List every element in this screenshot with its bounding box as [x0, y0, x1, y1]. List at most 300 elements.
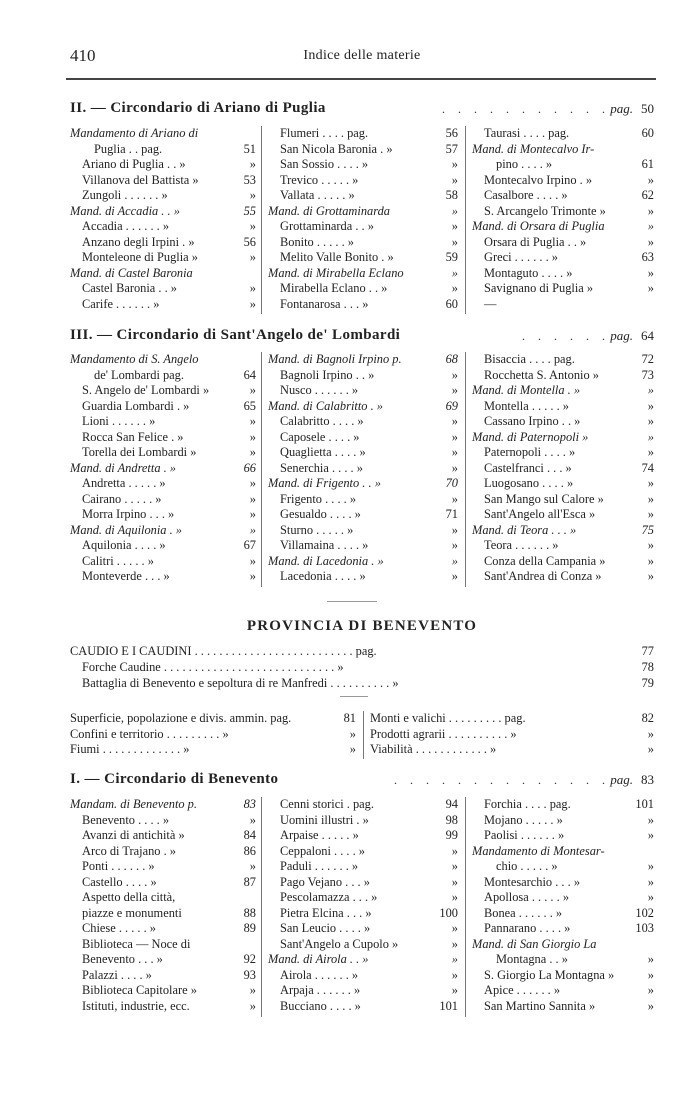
column-1 — [70, 126, 256, 312]
entry-label: Flumeri . . . . pag. — [280, 126, 369, 140]
index-entry — [472, 492, 654, 508]
entry-page: 56 — [243, 234, 256, 249]
index-entry — [472, 875, 654, 891]
index-entry — [70, 126, 256, 142]
entry-label: Aspetto della città, — [82, 890, 176, 904]
index-entry — [70, 523, 256, 539]
entry-page: 75 — [641, 522, 654, 537]
index-entry — [472, 569, 654, 585]
province-entries — [70, 643, 654, 691]
entry-label: Mojano . . . . . » — [484, 812, 563, 827]
entry-page: 66 — [243, 460, 256, 475]
entry-page: » — [249, 281, 256, 295]
entry-label: Istituti, industrie, ecc. — [82, 998, 190, 1013]
index-entry — [472, 828, 654, 844]
entry-page: 53 — [243, 172, 256, 187]
entry-label: Lioni . . . . . . » — [82, 414, 156, 428]
entry-label: CAUDIO E I CAUDINI . . . . . . . . . . . . . . . . . . . . . . . . . . pag. — [70, 644, 377, 658]
entry-page: » — [249, 553, 256, 568]
entry-label: S. Arcangelo Trimonte » — [484, 203, 606, 218]
entry-page: 59 — [445, 250, 458, 264]
entry-page: » — [249, 296, 256, 311]
index-entry — [70, 250, 256, 266]
entry-label: Sant'Andrea di Conza » — [484, 569, 602, 583]
index-entry — [472, 476, 654, 492]
entry-page: » — [647, 742, 654, 756]
separator-rule — [340, 696, 368, 697]
entry-page: 84 — [243, 828, 256, 842]
entry-label: Forchia . . . . pag. — [484, 797, 571, 811]
entry-page: » — [647, 553, 654, 568]
index-entry — [70, 445, 256, 461]
entry-page: » — [451, 172, 458, 187]
index-entry — [268, 399, 458, 415]
entry-label: Trevico . . . . . » — [280, 172, 359, 187]
entry-page: 58 — [445, 188, 458, 202]
index-entry — [268, 507, 458, 523]
entry-page: » — [349, 742, 356, 756]
index-entry — [268, 297, 458, 313]
column-divider — [261, 797, 262, 1017]
entry-label: Benevento . . . » — [82, 952, 163, 966]
index-entry — [70, 890, 256, 906]
index-entry — [70, 742, 356, 758]
index-entry — [70, 142, 256, 158]
index-entry — [370, 711, 654, 727]
entry-label: Paduli . . . . . . » — [280, 859, 359, 873]
index-entry — [268, 875, 458, 891]
index-entry — [268, 250, 458, 266]
section-page: pag. 64 — [610, 328, 654, 343]
index-entry — [472, 157, 654, 173]
entry-page: » — [249, 812, 256, 827]
separator-rule — [327, 601, 377, 602]
entry-label: Forche Caudine . . . . . . . . . . . . . . . . . . . . . . . . . . . . » — [82, 660, 344, 674]
index-entry — [268, 173, 458, 189]
entry-label: Mand. di Montella . » — [472, 383, 581, 397]
entry-page: 98 — [445, 812, 458, 827]
index-entry — [70, 999, 256, 1015]
entry-label: Fontanarosa . . . » — [280, 296, 369, 311]
index-entry — [268, 476, 458, 492]
entry-page: » — [451, 219, 458, 233]
entry-label: Sant'Angelo a Cupolo » — [280, 936, 399, 951]
column-divider — [465, 126, 466, 314]
column-3 — [472, 126, 654, 312]
index-entry — [370, 727, 654, 743]
index-entry — [70, 859, 256, 875]
index-entry — [472, 399, 654, 415]
leader-dots: . . . . . . — [522, 329, 610, 343]
index-entry — [472, 250, 654, 266]
entry-page: 83 — [243, 797, 256, 811]
entry-label: Mand. di Aquilonia . » — [70, 522, 182, 537]
entry-page: » — [647, 476, 654, 490]
entry-label: Cenni storici . pag. — [280, 797, 374, 811]
entry-page: 57 — [445, 141, 458, 156]
index-entry — [472, 554, 654, 570]
entry-label: Calabritto . . . . » — [280, 414, 364, 428]
entry-page: 86 — [243, 843, 256, 858]
entry-page: » — [647, 234, 654, 249]
index-entry — [268, 188, 458, 204]
index-entry — [268, 859, 458, 875]
entry-page: » — [451, 383, 458, 397]
entry-page: » — [647, 383, 654, 397]
entry-label: Fiumi . . . . . . . . . . . . . » — [70, 742, 190, 756]
entry-label: Monti e valichi . . . . . . . . . pag. — [370, 711, 526, 725]
index-entry — [268, 952, 458, 968]
entry-page: » — [451, 890, 458, 904]
entry-label: Villamaina . . . . » — [280, 538, 369, 552]
index-entry — [70, 492, 256, 508]
entry-label: Mand. di Airola . . » — [268, 952, 369, 966]
entry-page: » — [451, 936, 458, 951]
entry-page: » — [647, 812, 654, 827]
entry-label: Lacedonia . . . . » — [280, 569, 366, 583]
entry-label: Battaglia di Benevento e sepoltura di re Manfredi . . . . . . . . . . » — [82, 676, 399, 690]
entry-label: Pago Vejano . . . » — [280, 874, 370, 889]
entry-label: Mand. di Lacedonia . » — [268, 553, 384, 568]
entry-label: Sturno . . . . . » — [280, 522, 354, 537]
entry-label: Caposele . . . . » — [280, 429, 360, 444]
entry-label: Prodotti agrarii . . . . . . . . . . » — [370, 726, 517, 741]
entry-label: Mand. di Teora . . . » — [472, 522, 577, 537]
index-entry — [268, 235, 458, 251]
entry-page: » — [451, 859, 458, 873]
entry-page: » — [249, 507, 256, 521]
entry-label: Castelfranci . . . » — [484, 460, 572, 475]
index-entry — [268, 383, 458, 399]
index-entry — [472, 952, 654, 968]
entry-page: 94 — [445, 797, 458, 811]
section-heading-ariano — [70, 100, 654, 120]
column-divider — [261, 352, 262, 587]
entry-page: 78 — [641, 660, 654, 674]
entry-page: » — [451, 234, 458, 249]
entry-page: » — [451, 265, 458, 280]
index-entry — [268, 906, 458, 922]
index-entry — [268, 937, 458, 953]
entry-label: Ceppaloni . . . . » — [280, 843, 366, 858]
entry-label: Torella dei Lombardi » — [82, 445, 197, 459]
entry-page: » — [349, 726, 356, 741]
entry-page: 77 — [641, 644, 654, 658]
index-entry — [472, 968, 654, 984]
entry-page: » — [647, 398, 654, 413]
entry-page: » — [647, 726, 654, 741]
index-entry — [268, 126, 458, 142]
entry-page: » — [647, 507, 654, 521]
entry-label: S. Giorgio La Montagna » — [484, 967, 615, 982]
entry-label: chio . . . . . » — [496, 859, 558, 873]
index-entry — [472, 461, 654, 477]
index-entry — [70, 675, 654, 691]
entry-label: Quaglietta . . . . » — [280, 445, 366, 459]
index-entry — [268, 204, 458, 220]
entry-page: » — [451, 429, 458, 444]
column-2 — [268, 126, 458, 312]
entry-label: Mand. di Castel Baronia — [70, 265, 193, 280]
entry-page: » — [249, 188, 256, 202]
entry-label: Grottaminarda . . » — [280, 219, 374, 233]
entry-label: Bagnoli Irpino . . » — [280, 367, 375, 382]
entry-label: Bucciano . . . . » — [280, 998, 361, 1013]
entry-label: Castel Baronia . . » — [82, 281, 177, 295]
entry-page: » — [647, 983, 654, 997]
entry-label: Senerchia . . . . » — [280, 460, 363, 475]
index-entry — [472, 999, 654, 1015]
entry-page: 63 — [641, 250, 654, 264]
entry-page: » — [249, 383, 256, 397]
entry-page: » — [451, 367, 458, 382]
entry-label: Benevento . . . . » — [82, 812, 170, 827]
entry-page: » — [647, 952, 654, 966]
entry-page: » — [647, 414, 654, 428]
entry-page: 64 — [243, 367, 256, 382]
section-title: III. — Circondario di Sant'Angelo de' Lombardi — [70, 327, 401, 343]
index-entry — [268, 368, 458, 384]
entry-label: Mandamento di Montesar- — [472, 843, 605, 858]
entry-page: » — [451, 445, 458, 459]
column-2 — [268, 797, 458, 1014]
column-2 — [268, 352, 458, 585]
index-entry — [472, 538, 654, 554]
province-title: PROVINCIA DI BENEVENTO — [246, 618, 478, 634]
entry-label: Mand. di San Giorgio La — [472, 936, 597, 951]
entry-page: » — [647, 569, 654, 583]
entry-label: Bisaccia . . . . pag. — [484, 352, 575, 366]
index-entry — [70, 797, 256, 813]
entry-page: 89 — [243, 921, 256, 935]
entry-page: 79 — [641, 676, 654, 690]
entry-label: Frigento . . . . » — [280, 491, 357, 506]
index-entry — [70, 968, 256, 984]
entry-page: » — [647, 967, 654, 982]
entry-page: » — [451, 522, 458, 537]
entry-page: 87 — [243, 874, 256, 889]
index-entry — [70, 383, 256, 399]
index-entry — [472, 142, 654, 158]
entry-label: Mand. di Frigento . . » — [268, 476, 381, 490]
entry-label: Arpaja . . . . . . » — [280, 983, 361, 997]
index-entry — [70, 983, 256, 999]
index-entry — [70, 554, 256, 570]
entry-label: Melito Valle Bonito . » — [280, 250, 394, 264]
entry-page: 68 — [445, 352, 458, 366]
entry-page: 100 — [439, 905, 458, 920]
index-entry — [70, 921, 256, 937]
columns-ariano — [70, 126, 654, 314]
index-entry — [268, 968, 458, 984]
entry-label: Arco di Trajano . » — [82, 843, 176, 858]
entry-page: 69 — [445, 398, 458, 413]
index-entry — [268, 157, 458, 173]
column-1 — [70, 352, 256, 585]
index-entry — [472, 235, 654, 251]
entry-label: Andretta . . . . . » — [82, 476, 166, 490]
entry-label: Vallata . . . . . » — [280, 188, 355, 202]
index-entry — [268, 554, 458, 570]
entry-page: » — [647, 429, 654, 444]
index-entry — [70, 659, 654, 675]
entry-label: Arpaise . . . . . » — [280, 828, 359, 842]
header-rule — [66, 78, 656, 80]
index-entry — [70, 368, 256, 384]
index-entry — [70, 952, 256, 968]
entry-label: Rocca San Felice . » — [82, 429, 184, 444]
index-entry — [70, 507, 256, 523]
index-entry — [472, 983, 654, 999]
entry-label: Bonito . . . . . » — [280, 234, 355, 249]
index-entry — [70, 813, 256, 829]
column-divider — [465, 797, 466, 1017]
entry-label: Rocchetta S. Antonio » — [484, 367, 599, 382]
entry-label: Pannarano . . . . » — [484, 921, 571, 935]
entry-page: 60 — [445, 296, 458, 311]
index-entry — [268, 797, 458, 813]
general-entries-left — [70, 711, 356, 758]
index-entry — [472, 352, 654, 368]
section-heading-santangelo — [70, 327, 654, 347]
entry-label: San Mango sul Calore » — [484, 491, 604, 506]
entry-page: 81 — [343, 711, 356, 725]
entry-page: » — [249, 569, 256, 583]
index-entry — [268, 844, 458, 860]
entry-label: Bonea . . . . . . » — [484, 905, 563, 920]
entry-page: » — [451, 460, 458, 475]
index-entry — [70, 461, 256, 477]
index-entry — [472, 523, 654, 539]
entry-page: 72 — [641, 352, 654, 366]
index-entry — [268, 281, 458, 297]
entry-label: San Martino Sannita » — [484, 998, 596, 1013]
index-entry — [70, 219, 256, 235]
index-entry — [70, 204, 256, 220]
index-entry — [472, 204, 654, 220]
entry-page: » — [647, 265, 654, 280]
entry-label: Montesarchio . . . » — [484, 874, 581, 889]
entry-page: 56 — [445, 126, 458, 140]
entry-page: 55 — [243, 203, 256, 218]
entry-page: » — [249, 445, 256, 459]
entry-label: Mand. di Montecalvo Ir- — [472, 141, 595, 156]
entry-page: 92 — [243, 952, 256, 966]
entry-page: 62 — [641, 188, 654, 202]
entry-page: » — [249, 250, 256, 264]
index-entry — [268, 445, 458, 461]
entry-page: » — [647, 445, 654, 459]
entry-label: Montaguto . . . . » — [484, 265, 573, 280]
entry-page: » — [647, 281, 654, 295]
entry-label: Mandam. di Benevento p. — [70, 797, 197, 811]
entry-label: Paolisi . . . . . . » — [484, 828, 565, 842]
entry-page: » — [647, 538, 654, 552]
entry-page: » — [249, 429, 256, 444]
entry-page: » — [249, 983, 256, 997]
index-entry — [472, 188, 654, 204]
entry-page: 102 — [635, 905, 654, 920]
entry-page: » — [249, 522, 256, 537]
entry-label: Taurasi . . . . pag. — [484, 126, 570, 140]
entry-label: Savignano di Puglia » — [484, 281, 594, 295]
index-entry — [472, 173, 654, 189]
entry-label: Guardia Lombardi . » — [82, 398, 190, 413]
entry-page: » — [451, 553, 458, 568]
entry-page: » — [647, 874, 654, 889]
index-entry — [268, 352, 458, 368]
entry-label: San Sossio . . . . » — [280, 157, 369, 171]
column-divider — [363, 711, 364, 759]
entry-label: Mandamento di S. Angelo — [70, 352, 199, 366]
page-number: 410 — [70, 46, 96, 65]
index-entry — [268, 414, 458, 430]
section-page: pag. 50 — [610, 101, 654, 116]
entry-label: Confini e territorio . . . . . . . . . » — [70, 726, 229, 741]
entry-label: Mand. di Accadia . . » — [70, 203, 180, 218]
index-entry — [268, 569, 458, 585]
entry-label: Paternopoli . . . . » — [484, 445, 576, 459]
entry-page: 67 — [243, 538, 256, 552]
entry-page: » — [249, 157, 256, 171]
index-entry — [472, 383, 654, 399]
index-entry — [268, 430, 458, 446]
entry-label: Castello . . . . » — [82, 874, 157, 889]
entry-label: piazze e monumenti — [82, 905, 182, 920]
column-divider — [465, 352, 466, 587]
entry-label: Mand. di Grottaminarda — [268, 203, 390, 218]
entry-label: Nusco . . . . . . » — [280, 383, 359, 397]
index-entry — [70, 538, 256, 554]
index-entry — [472, 368, 654, 384]
entry-page: 60 — [641, 126, 654, 140]
index-entry — [70, 906, 256, 922]
index-entry — [268, 921, 458, 937]
entry-page: » — [451, 983, 458, 997]
entry-page: 65 — [243, 398, 256, 413]
running-head — [70, 46, 654, 72]
entry-page: » — [647, 828, 654, 842]
index-entry — [370, 742, 654, 758]
index-entry — [268, 523, 458, 539]
entry-label: San Leucio . . . . » — [280, 921, 371, 935]
entry-label: Mirabella Eclano . . » — [280, 281, 388, 295]
entry-label: Mand. di Calabritto . » — [268, 398, 383, 413]
index-entry — [70, 266, 256, 282]
index-entry — [70, 281, 256, 297]
index-entry — [70, 569, 256, 585]
index-entry — [472, 507, 654, 523]
index-entry — [472, 859, 654, 875]
entry-page: » — [249, 998, 256, 1013]
section-title: I. — Circondario di Benevento — [70, 771, 279, 787]
entry-page: » — [451, 491, 458, 506]
entry-label: S. Angelo de' Lombardi » — [82, 383, 210, 397]
index-entry — [70, 173, 256, 189]
entry-page: » — [647, 203, 654, 218]
columns-benevento — [70, 797, 654, 1017]
entry-page: » — [451, 952, 458, 966]
entry-label: Calitri . . . . . » — [82, 553, 154, 568]
entry-page: » — [647, 172, 654, 187]
entry-label: Viabilità . . . . . . . . . . . . » — [370, 742, 497, 756]
index-entry — [268, 266, 458, 282]
section-title: II. — Circondario di Ariano di Puglia — [70, 100, 326, 116]
entry-page: 103 — [635, 921, 654, 935]
entry-label: Greci . . . . . . » — [484, 250, 558, 264]
index-entry — [472, 219, 654, 235]
index-entry — [268, 828, 458, 844]
